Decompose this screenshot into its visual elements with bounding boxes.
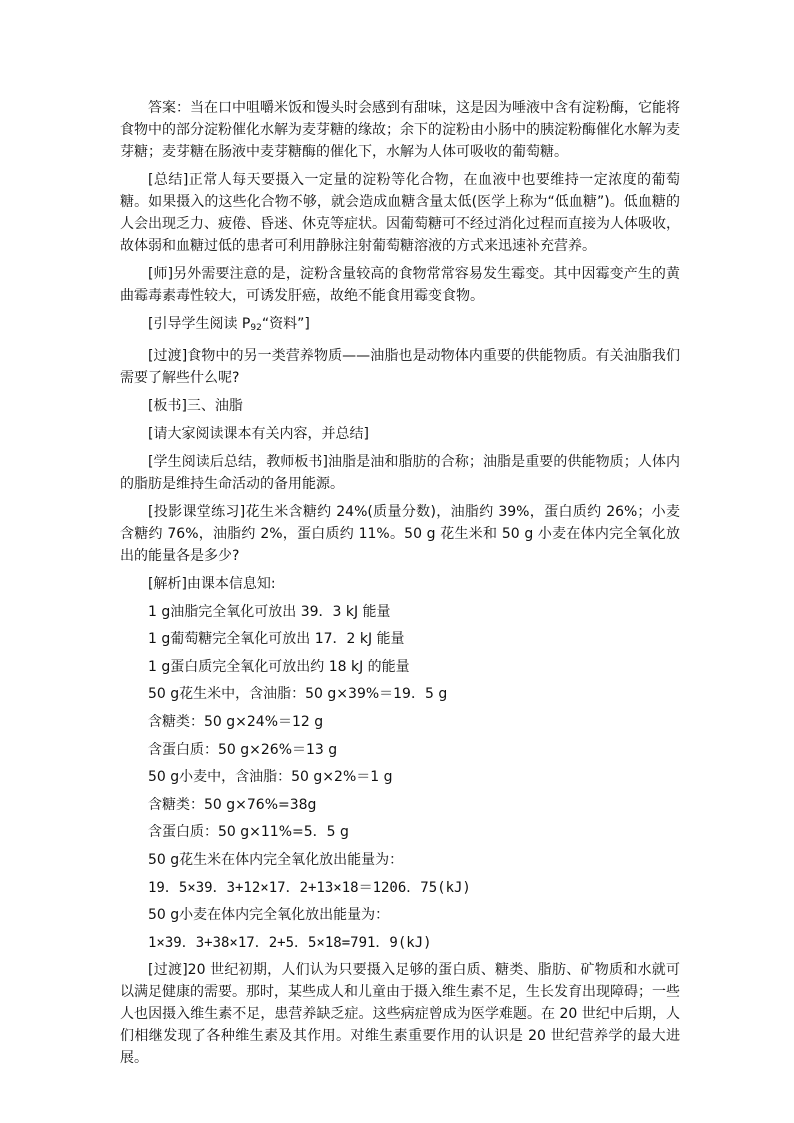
teacher-paragraph: [师]另外需要注意的是，淀粉含量较高的食物常常容易发生霉变。其中因霉变产生的黄曲霉毒素毒性较大，可诱发肝癌，故绝不能食用霉变食物。: [120, 266, 680, 304]
analysis-line: [解析]由课本信息知:: [148, 576, 276, 592]
read-instruction: [请大家阅读课本有关内容，并总结]: [148, 426, 369, 442]
board-heading: [板书]三、油脂: [148, 398, 243, 414]
guide-reading-page-subscript: 92: [250, 323, 262, 333]
analysis-line: 含蛋白质：50 g×11%=5．5 g: [148, 824, 349, 841]
student-summary-paragraph: [学生阅读后总结，教师板书]油脂是油和脂肪的合称；油脂是重要的供能物质；人体内的脂肪是维持生命活动的备用能源。: [120, 454, 680, 492]
document-body: [120, 97, 680, 1075]
summary-paragraph: [总结]正常人每天要摄入一定量的淀粉等化合物，在血液中也要维持一定浓度的葡萄糖。如果摄入的这些化合物不够，就会造成血糖含量太低(医学上称为“低血糖”)。低血糖的人会出现乏力、疲倦、昏迷、休克等症状。因葡萄糖可不经过消化过程而直接为人体吸收，故体弱和血糖过低的患者可利用静脉注射葡萄糖溶液的方式来迅速补充营养。: [120, 172, 680, 254]
exercise-paragraph: [投影课堂练习]花生米含糖约 24%(质量分数)，油脂约 39%，蛋白质约 26%；小麦含糖约 76%，油脂约 2%，蛋白质约 11%。50 g 花生米和 50 g 小麦在体内完全氧化放出的能量各是多少?: [120, 504, 680, 564]
analysis-line: 1 g油脂完全氧化可放出 39．3 kJ 能量: [148, 603, 391, 620]
guide-reading-prefix: [引导学生阅读 P: [148, 316, 251, 332]
transition-vitamin-paragraph: [过渡]20 世纪初期，人们认为只要摄入足够的蛋白质、糖类、脂肪、矿物质和水就可以满足健康的需要。那时，某些成人和儿童由于摄入维生素不足，生长发育出现障碍；一些人也因摄入维生素不足，患营养缺乏症。这些病症曾成为医学难题。在 20 世纪中后期，人们相继发现了各种维生素及其作用。对维生素重要作用的认识是 20 世纪营养学的最大进展。: [120, 962, 680, 1067]
analysis-line: 50 g花生米中，含油脂：50 g×39%＝19．5 g: [148, 686, 448, 703]
guide-reading-suffix: “资料”]: [261, 316, 310, 332]
guide-reading-paragraph: [120, 313, 680, 339]
transition-oil-paragraph: [过渡]食物中的另一类营养物质——油脂也是动物体内重要的供能物质。有关油脂我们需要了解些什么呢?: [120, 348, 680, 386]
analysis-line: 1 g葡萄糖完全氧化可放出 17．2 kJ 能量: [148, 631, 405, 648]
analysis-line: 50 g小麦在体内完全氧化放出能量为：: [148, 907, 390, 924]
analysis-line: 1 g蛋白质完全氧化可放出约 18 kJ 的能量: [148, 658, 410, 675]
analysis-line: 19．5×39．3+12×17．2+13×18＝1206．75(kJ): [148, 879, 471, 896]
analysis-line: 50 g花生米在体内完全氧化放出能量为：: [148, 851, 404, 868]
analysis-line: 1×39．3+38×17．2+5．5×18=791．9(kJ): [148, 934, 432, 951]
answer-paragraph: 答案：当在口中咀嚼米饭和馒头时会感到有甜味，这是因为唾液中含有淀粉酶，它能将食物中的部分淀粉催化水解为麦芽糖的缘故；余下的淀粉由小肠中的胰淀粉酶催化水解为麦芽糖；麦芽糖在肠液中麦芽糖酶的催化下，水解为人体可吸收的葡萄糖。: [120, 100, 680, 160]
analysis-line: 含糖类：50 g×24%＝12 g: [148, 713, 324, 730]
analysis-line: 50 g小麦中，含油脂：50 g×2%＝1 g: [148, 769, 393, 786]
analysis-line: 含糖类：50 g×76%=38g: [148, 796, 317, 813]
analysis-line: 含蛋白质：50 g×26%＝13 g: [148, 741, 338, 758]
